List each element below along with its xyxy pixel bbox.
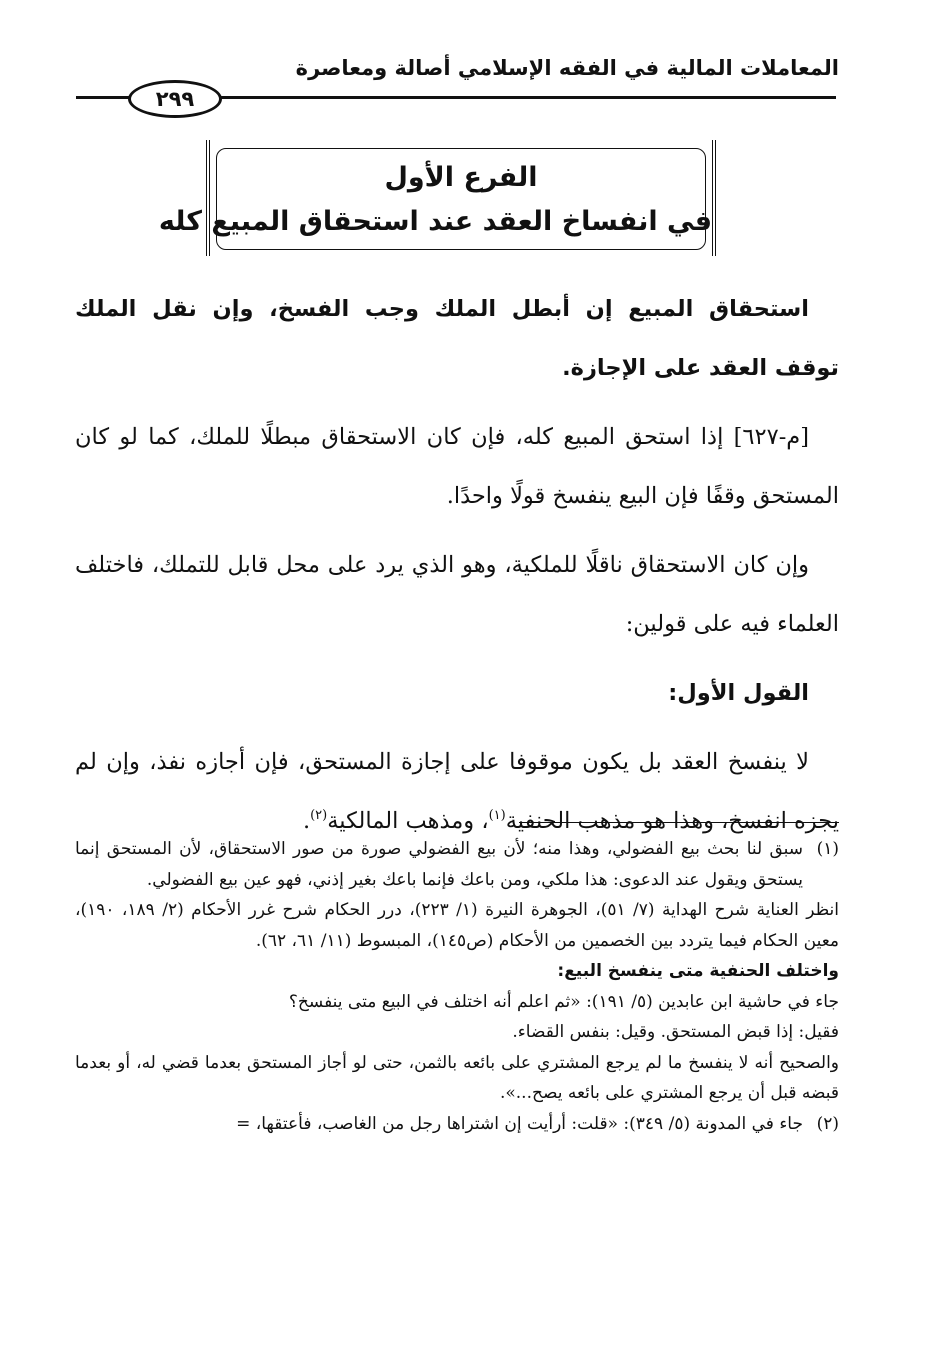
footnote-2-number: (٢) xyxy=(816,1113,839,1134)
footnotes xyxy=(75,834,839,1139)
footnote-1-quote-line3: والصحيح أنه لا ينفسخ ما لم يرجع المشتري على بائعه بالثمن، حتى لو أجاز المستحق بعدما قضي له، أو بعدما قبضه قبل أن يرجع المشتري على بائعه يصح...». xyxy=(75,1052,839,1103)
footnote-1-number: (١) xyxy=(816,839,839,859)
footnote-1-quote-line1: جاء في حاشية ابن عابدين (٥/ ١٩١): «ثم اعلم أنه اختلف في البيع متى ينفسخ؟ xyxy=(288,991,839,1012)
footnote-2 xyxy=(75,1109,839,1140)
footnote-1-text: سبق لنا بحث بيع الفضولي، وهذا منه؛ لأن بيع الفضولي صورة من صور الاستحقاق، لأن المستحق إنما يستحق ويقول عند الدعوى: هذا ملكي، ومن باعك فإنما باعك بغير إذني، فهو عين بيع الفضولي. xyxy=(75,839,803,890)
first-opinion-text-c: . xyxy=(302,808,311,834)
first-opinion-text-a: لا ينفسخ العقد بل يكون موقوفا على إجازة المستحق، فإن أجازه نفذ، وإن لم يجزه انفسخ، وهذا هو مذهب الحنفية xyxy=(75,749,839,834)
footnote-ref-1[interactable]: (١) xyxy=(488,808,506,823)
footnote-1-references: انظر العناية شرح الهداية (٧/ ٥١)، الجوهرة النيرة (١/ ٢٢٣)، درر الحكام شرح غرر الأحكام (٢/ ١٨٩، ١٩٠)، معين الحكام فيما يتردد بين الخصمين من الأحكام (ص١٤٥)، المبسوط (١١/ ٦١، ٦٢). xyxy=(75,900,840,951)
first-opinion-text-b: ، ومذهب المالكية xyxy=(327,808,489,834)
footnote-1-heading: واختلف الحنفية متى ينفسخ البيع: xyxy=(557,961,839,981)
paragraph-627: [م-٦٢٧] إذا استحق المبيع كله، فإن كان الاستحقاق مبطلًا للملك، كما لو كان المستحق وقفًا فإن البيع ينفسخ قولًا واحدًا. xyxy=(75,424,839,509)
first-opinion-heading: القول الأول: xyxy=(668,680,809,706)
paragraph-transfer: وإن كان الاستحقاق ناقلًا للملكية، وهو الذي يرد على محل قابل للتملك، فاختلف العلماء فيه على قولين: xyxy=(75,552,839,637)
footnote-separator xyxy=(519,822,839,823)
section-title-box xyxy=(158,140,716,256)
footnote-1 xyxy=(75,834,839,895)
footnote-1-quote-line2: فقيل: إذا قبض المستحق. وقيل: بنفس القضاء. xyxy=(512,1022,839,1042)
footnote-ref-2[interactable]: (٢) xyxy=(310,808,328,823)
section-title-line2: في انفساخ العقد عند استحقاق المبيع كله xyxy=(158,206,712,237)
header-title: المعاملات المالية في الفقه الإسلامي أصالة ومعاصرة xyxy=(295,56,839,80)
main-body xyxy=(75,280,839,851)
page-number: ٢٩٩ xyxy=(128,80,222,118)
lead-paragraph: استحقاق المبيع إن أبطل الملك وجب الفسخ، وإن نقل الملك توقف العقد على الإجازة. xyxy=(75,296,839,381)
section-title-line1: الفرع الأول xyxy=(384,162,538,193)
footnote-2-text: جاء في المدونة (٥/ ٣٤٩): «قلت: أرأيت إن اشتراها رجل من الغاصب، فأعتقها، = xyxy=(236,1113,803,1134)
